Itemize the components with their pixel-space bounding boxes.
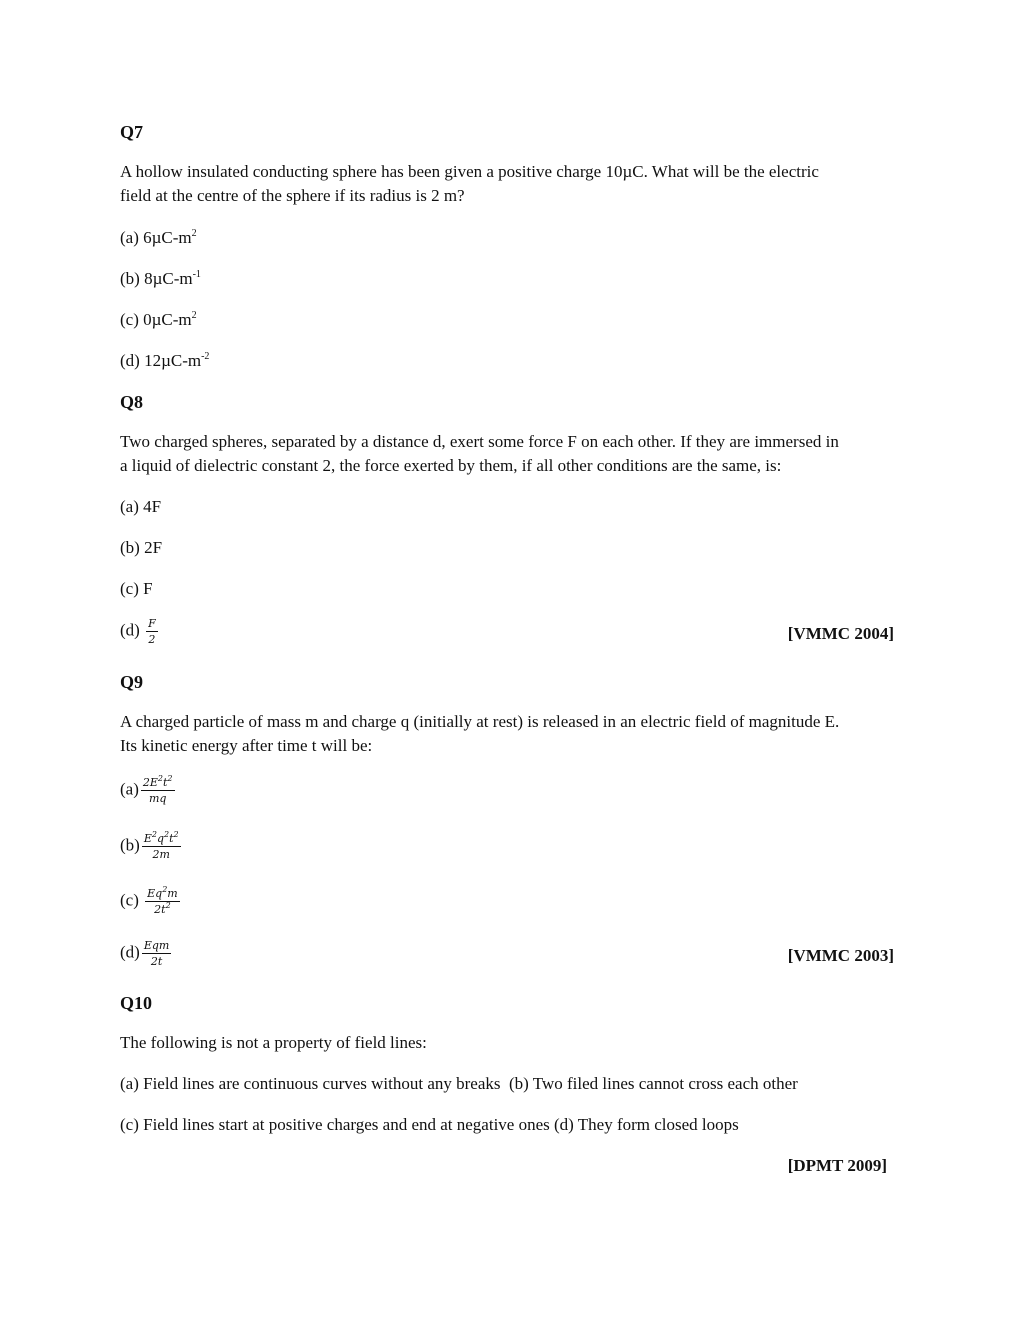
q8-option-c: (c) F xyxy=(120,579,153,598)
question-10-text: The following is not a property of field lines: xyxy=(120,1033,427,1052)
q10-source: [DPMT 2009] xyxy=(787,1156,887,1175)
q9-option-b: (b) $\frac{E^2q^2t^2}{2m}$ xyxy=(120,830,179,861)
question-8-text-line2: a liquid of dielectric constant 2, the force exerted by them, if all other conditions are the same, is: xyxy=(120,456,782,475)
question-7-text-line2: field at the centre of the sphere if its radius is 2 m? xyxy=(120,186,465,205)
q9-option-d-fraction: $\frac{\text{Eqm}}{2t}$ xyxy=(143,939,170,968)
q8-option-a: (a) 4F xyxy=(120,497,162,516)
q8-source: [VMMC 2004] xyxy=(787,624,894,643)
q10-options-line1: (a) Field lines are continuous curves without any breaks (b) Two filed lines cannot cross each other xyxy=(120,1074,798,1093)
q10-options-line2: (c) Field lines start at positive charges and end at negative ones (d) They form closed loops xyxy=(120,1115,739,1134)
q7-option-a: (a) $6\mu C-m^2$ xyxy=(120,228,197,247)
q9-option-d: (d) $\frac{\text{Eqm}}{2t}$ xyxy=(120,939,170,968)
q9-option-a: (a) $\frac{2E^2t^2}{mq}$ xyxy=(120,774,173,805)
q8-option-d: (d) $\frac{F}{2}$ xyxy=(120,617,156,646)
question-9-text-line1: A charged particle of mass m and charge q (initially at rest) is released in an electric field of magnitude E. xyxy=(120,712,840,731)
question-8-text-line1: Two charged spheres, separated by a distance d, exert some force F on each other. If they are immersed in xyxy=(120,432,839,451)
question-7-label: Q7 xyxy=(120,122,144,142)
question-10-label: Q10 xyxy=(120,993,153,1013)
question-8-label: Q8 xyxy=(120,392,144,412)
q9-option-b-fraction: $\frac{E^2q^2t^2}{2m}$ xyxy=(143,830,179,861)
q7-option-d: (d) $12\mu C-m^{-2}$ xyxy=(120,351,210,370)
q8-option-b: (b) 2F xyxy=(120,538,163,557)
q9-option-c: (c) $\frac{Eq^2m}{2t^2}$ xyxy=(120,885,178,916)
question-7-text-line1: A hollow insulated conducting sphere has been given a positive charge 10µC. What will be the electric xyxy=(120,162,819,181)
question-9-text-line2: Its kinetic energy after time t will be: xyxy=(120,736,373,755)
q9-option-a-fraction: $\frac{2E^2t^2}{mq}$ xyxy=(142,774,173,805)
question-9-label: Q9 xyxy=(120,672,144,692)
q7-option-c: (c) $0\mu C-m^2$ xyxy=(120,310,197,329)
q8-option-d-fraction: $\frac{F}{2}$ xyxy=(148,617,156,646)
q7-option-b: (b) $8\mu C-m^{-1}$ xyxy=(120,269,201,288)
q9-option-c-fraction: $\frac{Eq^2m}{2t^2}$ xyxy=(147,885,178,916)
q9-source: [VMMC 2003] xyxy=(787,946,894,965)
